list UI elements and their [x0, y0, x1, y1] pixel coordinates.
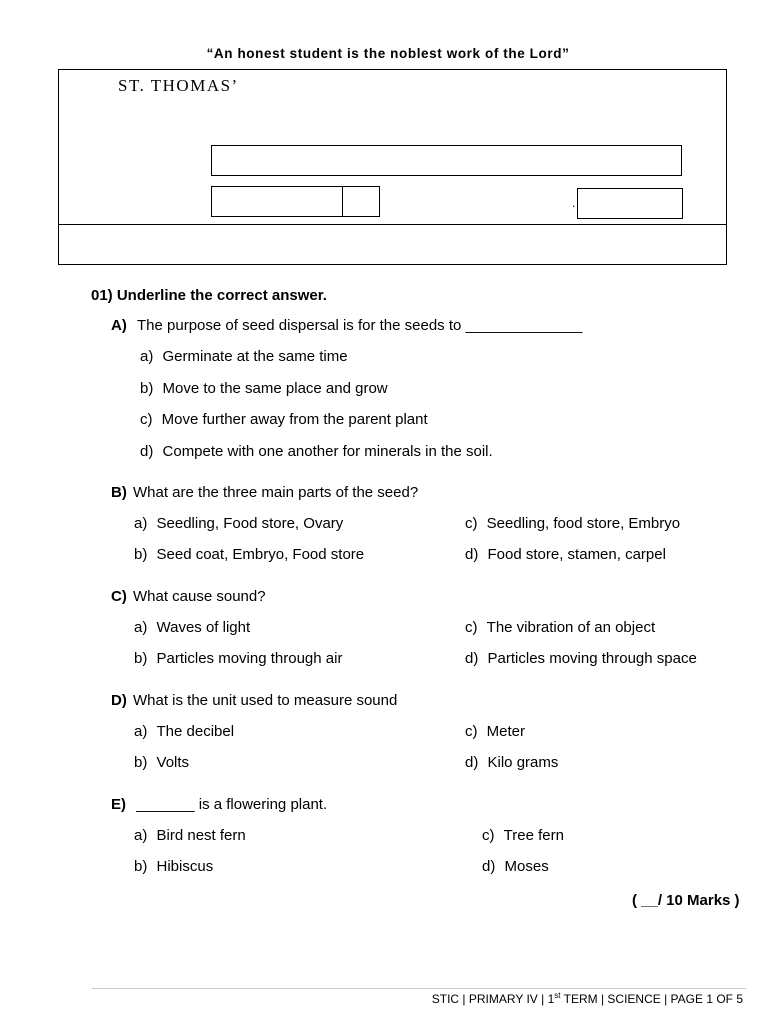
header-divider	[58, 224, 727, 225]
question-d	[111, 692, 397, 709]
question-text: _______ is a flowering plant.	[136, 796, 328, 813]
option-letter: d)	[465, 650, 479, 667]
option-text: Compete with one another for minerals in the soil.	[162, 443, 493, 460]
option-text: Bird nest fern	[156, 827, 246, 844]
question-c	[111, 588, 266, 605]
footer-rule	[92, 988, 746, 989]
question-text: The purpose of seed dispersal is for the seeds to ______________	[137, 317, 583, 334]
option-letter: c)	[140, 411, 153, 428]
option-a-a[interactable]	[140, 348, 348, 365]
option-text: Volts	[156, 754, 190, 771]
option-text: Particles moving through space	[487, 650, 697, 667]
option-text: Tree fern	[503, 827, 564, 844]
option-b-b[interactable]	[134, 546, 364, 563]
option-c-c[interactable]	[465, 619, 655, 636]
question-b	[111, 484, 418, 501]
option-d-a[interactable]	[134, 723, 234, 740]
page-footer	[400, 991, 743, 1006]
question-letter: B)	[111, 484, 127, 501]
marks-total: ( __/ 10 Marks )	[632, 892, 740, 909]
option-b-a[interactable]	[134, 515, 343, 532]
option-letter: a)	[134, 619, 148, 636]
option-text: Germinate at the same time	[162, 348, 348, 365]
school-name: ST. THOMAS’	[118, 76, 239, 95]
question-text: What are the three main parts of the seed?	[133, 484, 419, 501]
option-c-a[interactable]	[134, 619, 250, 636]
name-field[interactable]	[211, 145, 682, 176]
option-text: Move to the same place and grow	[162, 380, 388, 397]
question-a	[111, 317, 582, 334]
option-letter: c)	[465, 515, 478, 532]
option-letter: d)	[465, 754, 479, 771]
class-field[interactable]	[211, 186, 344, 217]
option-c-d[interactable]	[465, 650, 697, 667]
option-text: Hibiscus	[156, 858, 214, 875]
index-field[interactable]	[577, 188, 683, 219]
footer-superscript: st	[554, 991, 561, 1000]
section-title: 01) Underline the correct answer.	[91, 287, 327, 304]
option-text: The vibration of an object	[486, 619, 656, 636]
option-text: Food store, stamen, carpel	[487, 546, 666, 563]
option-letter: b)	[134, 858, 148, 875]
option-letter: a)	[134, 515, 148, 532]
option-text: Particles moving through air	[156, 650, 343, 667]
option-letter: b)	[140, 380, 154, 397]
option-text: Waves of light	[156, 619, 251, 636]
option-letter: b)	[134, 546, 148, 563]
option-b-d[interactable]	[465, 546, 666, 563]
option-text: Moses	[504, 858, 549, 875]
motto: “An honest student is the noblest work of the Lord”	[206, 46, 570, 61]
footer-text-start: STIC | PRIMARY IV | 1	[431, 992, 555, 1006]
option-text: Seed coat, Embryo, Food store	[156, 546, 365, 563]
option-text: Meter	[486, 723, 526, 740]
option-c-b[interactable]	[134, 650, 342, 667]
question-letter: D)	[111, 692, 127, 709]
question-e	[111, 796, 327, 813]
question-letter: E)	[111, 796, 126, 813]
footer-text-end: TERM | SCIENCE | PAGE 1 OF 5	[560, 992, 743, 1006]
option-letter: a)	[134, 827, 148, 844]
option-letter: d)	[482, 858, 496, 875]
option-e-b[interactable]	[134, 858, 213, 875]
option-letter: a)	[134, 723, 148, 740]
option-letter: c)	[465, 723, 478, 740]
option-e-c[interactable]	[482, 827, 564, 844]
option-d-d[interactable]	[465, 754, 558, 771]
option-b-c[interactable]	[465, 515, 680, 532]
option-letter: d)	[465, 546, 479, 563]
option-letter: d)	[140, 443, 154, 460]
dot-mark: .	[572, 196, 576, 210]
option-a-d[interactable]	[140, 443, 493, 460]
option-text: Move further away from the parent plant	[161, 411, 428, 428]
option-d-c[interactable]	[465, 723, 525, 740]
question-text: What is the unit used to measure sound	[133, 692, 398, 709]
option-letter: b)	[134, 650, 148, 667]
option-e-d[interactable]	[482, 858, 549, 875]
option-d-b[interactable]	[134, 754, 189, 771]
option-e-a[interactable]	[134, 827, 246, 844]
option-a-b[interactable]	[140, 380, 388, 397]
option-letter: c)	[482, 827, 495, 844]
option-letter: c)	[465, 619, 478, 636]
option-text: Seedling, Food store, Ovary	[156, 515, 344, 532]
question-letter: A)	[111, 317, 127, 334]
option-letter: a)	[140, 348, 154, 365]
option-text: Kilo grams	[487, 754, 559, 771]
question-text: What cause sound?	[133, 588, 266, 605]
option-letter: b)	[134, 754, 148, 771]
class-sub-field[interactable]	[342, 186, 380, 217]
option-text: The decibel	[156, 723, 235, 740]
option-text: Seedling, food store, Embryo	[486, 515, 681, 532]
option-a-c[interactable]	[140, 411, 428, 428]
question-letter: C)	[111, 588, 127, 605]
